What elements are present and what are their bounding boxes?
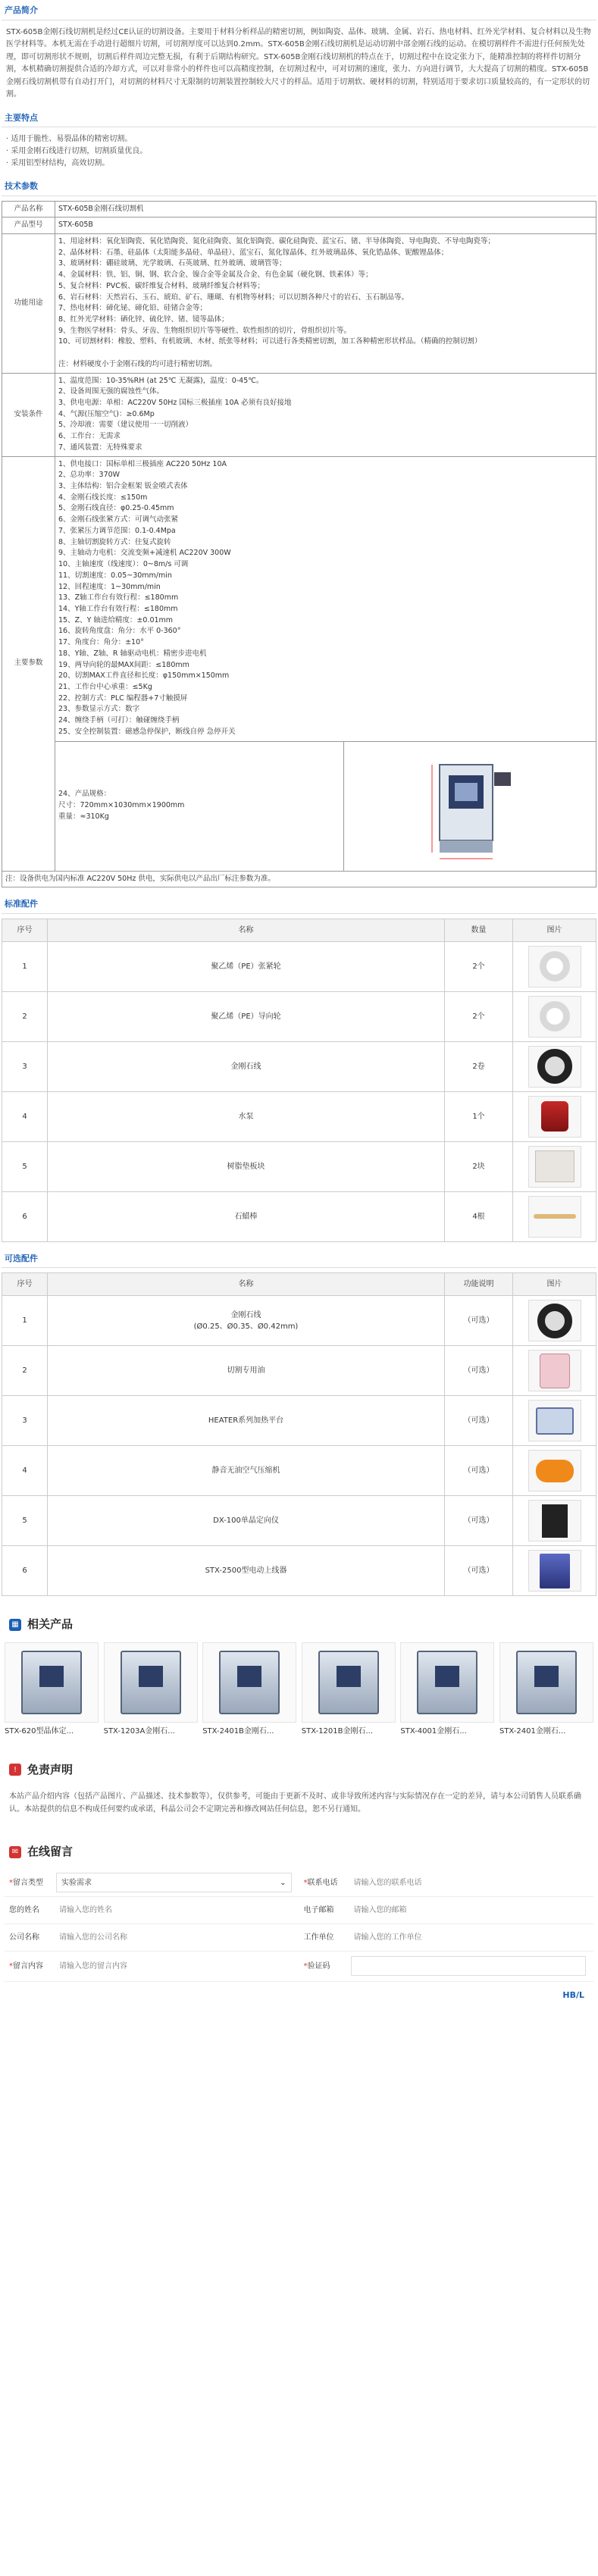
spec-line: 5、冷却液：需要（建议使用一一切削液） bbox=[58, 421, 193, 430]
row-picture bbox=[513, 1041, 596, 1091]
blackbox-image bbox=[528, 1500, 581, 1542]
email-input[interactable] bbox=[351, 1900, 594, 1920]
table-row bbox=[2, 1191, 596, 1241]
spec-line: 11、切割速度：0.05~30mm/min bbox=[58, 571, 172, 580]
row-qty: （可选） bbox=[445, 1296, 513, 1346]
optional-table bbox=[2, 1272, 596, 1596]
env-lines bbox=[55, 373, 596, 456]
related-caption[interactable]: STX-2401金刚石... bbox=[499, 1726, 566, 1736]
related-caption[interactable]: STX-4001金刚石... bbox=[400, 1726, 467, 1736]
device-image bbox=[528, 1400, 581, 1441]
table-row bbox=[2, 373, 596, 456]
msg-label: *留言内容 bbox=[9, 1961, 43, 1970]
row-name: STX-2500型电动上线器 bbox=[48, 1546, 445, 1596]
row-qty: 2个 bbox=[445, 941, 513, 991]
table-row bbox=[2, 233, 596, 373]
row-name: 树脂垫板块 bbox=[48, 1141, 445, 1191]
spec-table bbox=[2, 201, 596, 888]
spec-line: 2、晶体材料：石墨、硅晶体（太阳能多晶硅、单晶硅）、蓝宝石、氮化镓晶体、红外玻璃晶体、氧化锆晶体、铌酸锂晶体； bbox=[58, 248, 449, 257]
related-item[interactable] bbox=[202, 1642, 296, 1737]
intro-title: 产品简介 bbox=[2, 0, 596, 20]
related-item[interactable] bbox=[104, 1642, 198, 1737]
spec-value: STX-605B bbox=[55, 218, 596, 234]
row-picture bbox=[513, 1191, 596, 1241]
related-item[interactable] bbox=[302, 1642, 396, 1737]
row-name: DX-100单晶定向仪 bbox=[48, 1496, 445, 1546]
related-header bbox=[2, 1607, 596, 1642]
intro-text: STX-605B金刚石线切割机是经过CE认证的切割设备。主要用于材料分析样品的精密切割，例如陶瓷、晶体、玻璃、金属、岩石、热电材料、红外光学材料、复合材料以及生物医学材料等。本机无需在手动进行超细片切割，可切割厚度可以达到0.2mm。STX-605B金刚石线切割机是运动切割中部金刚石线的运动。在模切割样件不需进行任何预先处理，即可切割形状不规则，切割后样件周边完整无损，有利于后期结构研究。STX-605B金刚石线切割机的特点在于，切割过程中在设定张力下，能精准控制的将样件切割分割，本机精确切割提供合适的冷却方式，可以对非常小的样件也可以高精度控制，在切割过程中，可对切割的速度，张力、方向进行调节，大大提高了切割的精度。STX-605B金刚石线切割机带有自动打开门，对切割的材料尺寸无限制的切割装置控制较大尺寸的样品。适用于切割软、硬材料的切割，特别适用于要求切口质量较高的，有一定形状的切割。 bbox=[6, 27, 591, 99]
chevron-down-icon: ⌄ bbox=[280, 1878, 286, 1887]
row-qty: （可选） bbox=[445, 1346, 513, 1396]
spec-line: 4、金属材料：铁、铝、铜、钢、软合金、镍合金等金属及合金、有色金属（硬化钢、铁素体）等； bbox=[58, 271, 373, 280]
spec-line: 1、供电接口：国标单相三极插座 AC220 50Hz 10A bbox=[58, 459, 227, 468]
table-header-row bbox=[2, 1273, 596, 1296]
related-image[interactable] bbox=[499, 1642, 593, 1723]
related-image[interactable] bbox=[5, 1642, 99, 1723]
spec-line: 9、生物医学材料：骨头、牙齿、生物组织切片等等硬性、软性组织的切片，骨组织切片等。 bbox=[58, 326, 352, 335]
related-item[interactable] bbox=[5, 1642, 99, 1737]
spec-line: 8、红外光学材料：硒化锌、硫化锌、锗、镜等晶体； bbox=[58, 315, 229, 324]
row-number: 3 bbox=[2, 1396, 48, 1446]
row-qty: 2卷 bbox=[445, 1041, 513, 1091]
standard-title: 标准配件 bbox=[2, 894, 596, 914]
row-picture bbox=[513, 1446, 596, 1496]
table-row bbox=[2, 201, 596, 218]
spec-line: 24、产品规格： bbox=[58, 790, 111, 799]
code-input[interactable] bbox=[351, 1956, 587, 1976]
spec-line: 17、角度台：角分：±10° bbox=[58, 638, 144, 647]
col-header: 名称 bbox=[48, 919, 445, 941]
bottle-image bbox=[528, 1350, 581, 1391]
table-row bbox=[2, 1296, 596, 1346]
standard-table bbox=[2, 919, 596, 1242]
table-row bbox=[2, 1091, 596, 1141]
spec-line: 重量：≈310Kg bbox=[58, 812, 109, 821]
col-header: 数量 bbox=[445, 919, 513, 941]
spec-line: 21、工作台中心承重：≤5Kg bbox=[58, 682, 152, 691]
disclaimer-text: 本站产品介绍内容（包括产品图片、产品描述、技术参数等），仅供参考，可能由于更新不及时、或非导致所述内容与实际情况存在一定的差异，请与本公司销售人员联系确认。本站提供的信息不构成任何要约或承诺，科晶公司会不定期完善和修改网站任何信息，恕不另行通知。 bbox=[9, 1792, 581, 1814]
spec-line: 3、主体结构：铝合金框架 钣金喷式表体 bbox=[58, 482, 188, 491]
row-qty: （可选） bbox=[445, 1446, 513, 1496]
row-name: 聚乙烯（PE）导向轮 bbox=[48, 991, 445, 1041]
related-caption[interactable]: STX-1203A金刚石... bbox=[103, 1726, 175, 1736]
spec-line: 20、切割MAX工件直径和长度：φ150mm×150mm bbox=[58, 671, 230, 681]
spec-line: 24、缠绕手柄（可打）：触碰缠绕手柄 bbox=[58, 716, 180, 725]
usage-lines bbox=[55, 233, 596, 373]
spec-label: 功能用途 bbox=[2, 233, 55, 373]
footer-mark: HB/L bbox=[562, 1989, 584, 2000]
spec-line: 5、复合材料：PVC板、碳纤维复合材料、玻璃纤维复合材料等； bbox=[58, 281, 265, 290]
related-list bbox=[2, 1642, 596, 1737]
addr-input[interactable] bbox=[351, 1927, 594, 1947]
col-header: 名称 bbox=[48, 1273, 445, 1296]
feature-item: · 适用于脆性、易裂晶体的精密切割。 bbox=[6, 135, 133, 143]
contact-input[interactable] bbox=[351, 1873, 594, 1892]
spec-note: 注：设备供电为国内标准 AC220V 50Hz 供电，实际供电以产品出厂标注参数为准。 bbox=[2, 871, 596, 887]
spec-line: 16、旋转角度盘：角分：水平 0-360° bbox=[58, 627, 181, 636]
row-picture bbox=[513, 941, 596, 991]
name-input[interactable] bbox=[56, 1900, 299, 1920]
col-header: 序号 bbox=[2, 1273, 48, 1296]
related-icon: ▦ bbox=[9, 1619, 21, 1631]
specs-title: 技术参数 bbox=[2, 176, 596, 196]
row-qty: （可选） bbox=[445, 1496, 513, 1546]
row-name: 石蜡棒 bbox=[48, 1191, 445, 1241]
spec-line: 4、金刚石线长度：≤150m bbox=[58, 493, 148, 502]
row-qty: （可选） bbox=[445, 1546, 513, 1596]
spec-line: 9、主轴动力电机：交流变频+减速机 AC220V 300W bbox=[58, 549, 231, 558]
ring2-image bbox=[528, 1300, 581, 1341]
message-form bbox=[2, 1870, 596, 1982]
table-row bbox=[2, 1496, 596, 1546]
msg-input[interactable] bbox=[56, 1956, 299, 1976]
message-icon: ✉ bbox=[9, 1846, 21, 1858]
features-list bbox=[2, 132, 596, 176]
table-row bbox=[2, 1041, 596, 1091]
row-qty: 2块 bbox=[445, 1141, 513, 1191]
row-name: 金刚石线 bbox=[48, 1041, 445, 1091]
company-input[interactable] bbox=[56, 1927, 299, 1947]
feature-item: · 采用铝型材结构，高效切割。 bbox=[6, 159, 110, 167]
col-header: 功能说明 bbox=[445, 1273, 513, 1296]
stand-image bbox=[528, 1550, 581, 1592]
row-number: 2 bbox=[2, 991, 48, 1041]
spec-line: 3、供电电源：单相：AC220V 50Hz 国标三极插座 10A 必须有良好接地 bbox=[58, 399, 292, 407]
ring-image bbox=[528, 996, 581, 1038]
row-number: 4 bbox=[2, 1446, 48, 1496]
spec-line: 14、Y轴工作台有效行程：≤180mm bbox=[58, 604, 178, 613]
disclaimer-header bbox=[2, 1752, 596, 1788]
col-header: 图片 bbox=[513, 1273, 596, 1296]
row-picture bbox=[513, 1346, 596, 1396]
related-caption[interactable]: STX-1201B金刚石... bbox=[301, 1726, 374, 1736]
spec-line: 18、Y轴、Z轴、R 轴驱动电机：精密步进电机 bbox=[58, 649, 207, 658]
table-row bbox=[2, 1546, 596, 1596]
row-qty: 2个 bbox=[445, 991, 513, 1041]
row-name: 水泵 bbox=[48, 1091, 445, 1141]
spec-line: 22、控制方式：PLC 编程器+7寸触摸屏 bbox=[58, 693, 188, 703]
type-select[interactable]: 实验需求 ⌄ bbox=[56, 1873, 292, 1892]
type-label: *留言类型 bbox=[9, 1878, 43, 1887]
spec-line: 13、Z轴工作台有效行程：≤180mm bbox=[58, 593, 179, 603]
table-row bbox=[2, 1346, 596, 1396]
row-picture bbox=[513, 1091, 596, 1141]
col-header: 图片 bbox=[513, 919, 596, 941]
row-number: 1 bbox=[2, 1296, 48, 1346]
related-title: 相关产品 bbox=[27, 1617, 74, 1632]
spec-line: 4、气源(压缩空气)：≥0.6Mp bbox=[58, 409, 155, 418]
compressor-image bbox=[528, 1450, 581, 1491]
row-number: 1 bbox=[2, 941, 48, 991]
spec-line: 19、两导向轮的最MAX间距：≤180mm bbox=[58, 660, 189, 669]
spec-label: 产品型号 bbox=[2, 218, 55, 234]
table-row bbox=[2, 871, 596, 887]
table-row bbox=[2, 1141, 596, 1191]
table-row bbox=[2, 1446, 596, 1496]
spec-line: 25、安全控制装置：磁感急停保护，断线自停 急停开关 bbox=[58, 727, 236, 736]
related-caption[interactable]: STX-620型晶体定... bbox=[5, 1726, 74, 1736]
related-image[interactable] bbox=[104, 1642, 198, 1723]
ring-image bbox=[528, 946, 581, 988]
row-number: 6 bbox=[2, 1191, 48, 1241]
feature-item: · 采用金刚石线进行切割，切割质量优良。 bbox=[6, 147, 148, 155]
spec-line: 1、温度范围：10-35%RH (at 25℃ 无凝露)，温度：0-45℃。 bbox=[58, 376, 264, 385]
table-row bbox=[2, 991, 596, 1041]
spec-line: 6、岩石材料：天然岩石、玉石、琥珀、矿石、珊瑚、有机物等材料；可以切割各种尺寸的岩石、玉石制品等。 bbox=[58, 293, 409, 302]
spec-line: 23、参数显示方式：数字 bbox=[58, 705, 140, 714]
product-image bbox=[409, 750, 531, 863]
contact-label: *联系电话 bbox=[303, 1878, 338, 1887]
pump-image bbox=[528, 1096, 581, 1138]
spec-line: 12、回程速度：1~30mm/min bbox=[58, 582, 161, 591]
row-number: 6 bbox=[2, 1546, 48, 1596]
row-name: HEATER系列加热平台 bbox=[48, 1396, 445, 1446]
col-header: 序号 bbox=[2, 919, 48, 941]
row-number: 5 bbox=[2, 1141, 48, 1191]
row-picture bbox=[513, 1546, 596, 1596]
email-label: 电子邮箱 bbox=[303, 1905, 334, 1914]
table-row bbox=[2, 941, 596, 991]
row-name: 静音无油空气压缩机 bbox=[48, 1446, 445, 1496]
table-header-row bbox=[2, 919, 596, 941]
plate-image bbox=[528, 1146, 581, 1188]
related-image[interactable] bbox=[202, 1642, 296, 1723]
row-number: 2 bbox=[2, 1346, 48, 1396]
warning-icon: ! bbox=[9, 1764, 21, 1776]
spec-line: 2、总功率：370W bbox=[58, 471, 121, 480]
spec-value: STX-605B金刚石线切割机 bbox=[55, 201, 596, 218]
spec-line: 3、玻璃材料：硼硅玻璃、光学玻璃、石英玻璃、红外玻璃、玻璃管等； bbox=[58, 259, 286, 268]
table-row bbox=[2, 218, 596, 234]
spec-line: 7、热电材料：碲化铋、碲化铅、硅锗合金等； bbox=[58, 304, 208, 313]
spec-line: 6、金刚石线张紧方式：可调气动张紧 bbox=[58, 515, 179, 524]
table-row bbox=[2, 456, 596, 871]
related-image[interactable] bbox=[302, 1642, 396, 1723]
name-label: 您的姓名 bbox=[9, 1905, 39, 1914]
message-header bbox=[2, 1834, 596, 1870]
spec-label: 安装条件 bbox=[2, 373, 55, 456]
row-qty: 4根 bbox=[445, 1191, 513, 1241]
message-title: 在线留言 bbox=[27, 1845, 74, 1859]
spec-line bbox=[58, 348, 593, 359]
row-picture bbox=[513, 1296, 596, 1346]
addr-label: 工作单位 bbox=[303, 1933, 334, 1942]
related-image[interactable] bbox=[400, 1642, 494, 1723]
row-number: 4 bbox=[2, 1091, 48, 1141]
row-picture bbox=[513, 1141, 596, 1191]
row-number: 5 bbox=[2, 1496, 48, 1546]
ring2-image bbox=[528, 1046, 581, 1088]
row-name: 金刚石线 (Ø0.25、Ø0.35、Ø0.42mm) bbox=[48, 1296, 445, 1346]
spec-line: 7、张紧压力调节范围：0.1-0.4Mpa bbox=[58, 526, 176, 535]
related-item[interactable] bbox=[400, 1642, 494, 1737]
row-picture bbox=[513, 991, 596, 1041]
table-row bbox=[2, 1396, 596, 1446]
spec-line: 7、通风装置：无特殊要求 bbox=[58, 443, 142, 452]
row-picture bbox=[513, 1496, 596, 1546]
size-lines bbox=[55, 786, 343, 825]
code-label: *验证码 bbox=[303, 1961, 330, 1970]
related-caption[interactable]: STX-2401B金刚石... bbox=[202, 1726, 274, 1736]
spec-label: 产品名称 bbox=[2, 201, 55, 218]
related-item[interactable] bbox=[499, 1642, 593, 1737]
stick-image bbox=[528, 1196, 581, 1238]
spec-line: 10、主轴速度（线速度）：0~8m/s 可调 bbox=[58, 560, 189, 569]
spec-line: 8、主轴切割旋转方式：往复式旋转 bbox=[58, 537, 171, 546]
spec-line: 2、设备周围无强的腐蚀性气体。 bbox=[58, 387, 164, 396]
spec-label: 主要参数 bbox=[2, 456, 55, 871]
optional-title: 可选配件 bbox=[2, 1248, 596, 1269]
spec-line: 15、Z、Y 轴进给精度：±0.01mm bbox=[58, 615, 174, 624]
row-name: 聚乙烯（PE）张紧轮 bbox=[48, 941, 445, 991]
spec-line: 1、用途材料：氧化铝陶瓷、氧化锆陶瓷、氮化硅陶瓷、氮化铝陶瓷、碳化硅陶瓷、蓝宝石、锗、半导体陶瓷、导电陶瓷、不导电陶瓷等； bbox=[58, 236, 496, 246]
row-picture bbox=[513, 1396, 596, 1446]
row-number: 3 bbox=[2, 1041, 48, 1091]
spec-line: 6、工作台：无需求 bbox=[58, 432, 121, 441]
company-label: 公司名称 bbox=[9, 1933, 39, 1942]
features-title: 主要特点 bbox=[2, 108, 596, 128]
row-qty: （可选） bbox=[445, 1396, 513, 1446]
main-lines bbox=[55, 456, 596, 871]
spec-line: 尺寸：720mm×1030mm×1900mm bbox=[58, 801, 185, 810]
spec-line: 注：材料硬度小于金刚石线的均可进行精密切割。 bbox=[58, 359, 218, 368]
spec-line: 5、金刚石线直径：φ0.25-0.45mm bbox=[58, 504, 174, 513]
spec-line: 10、可切割材料：橡胶、塑料、有机玻璃、木材、纸张等材料；可以进行各类精密切割，加工各种精密形状样品。（精确的控制切割） bbox=[58, 337, 482, 346]
row-name: 切割专用油 bbox=[48, 1346, 445, 1396]
row-qty: 1个 bbox=[445, 1091, 513, 1141]
disclaimer-title: 免责声明 bbox=[27, 1762, 74, 1776]
